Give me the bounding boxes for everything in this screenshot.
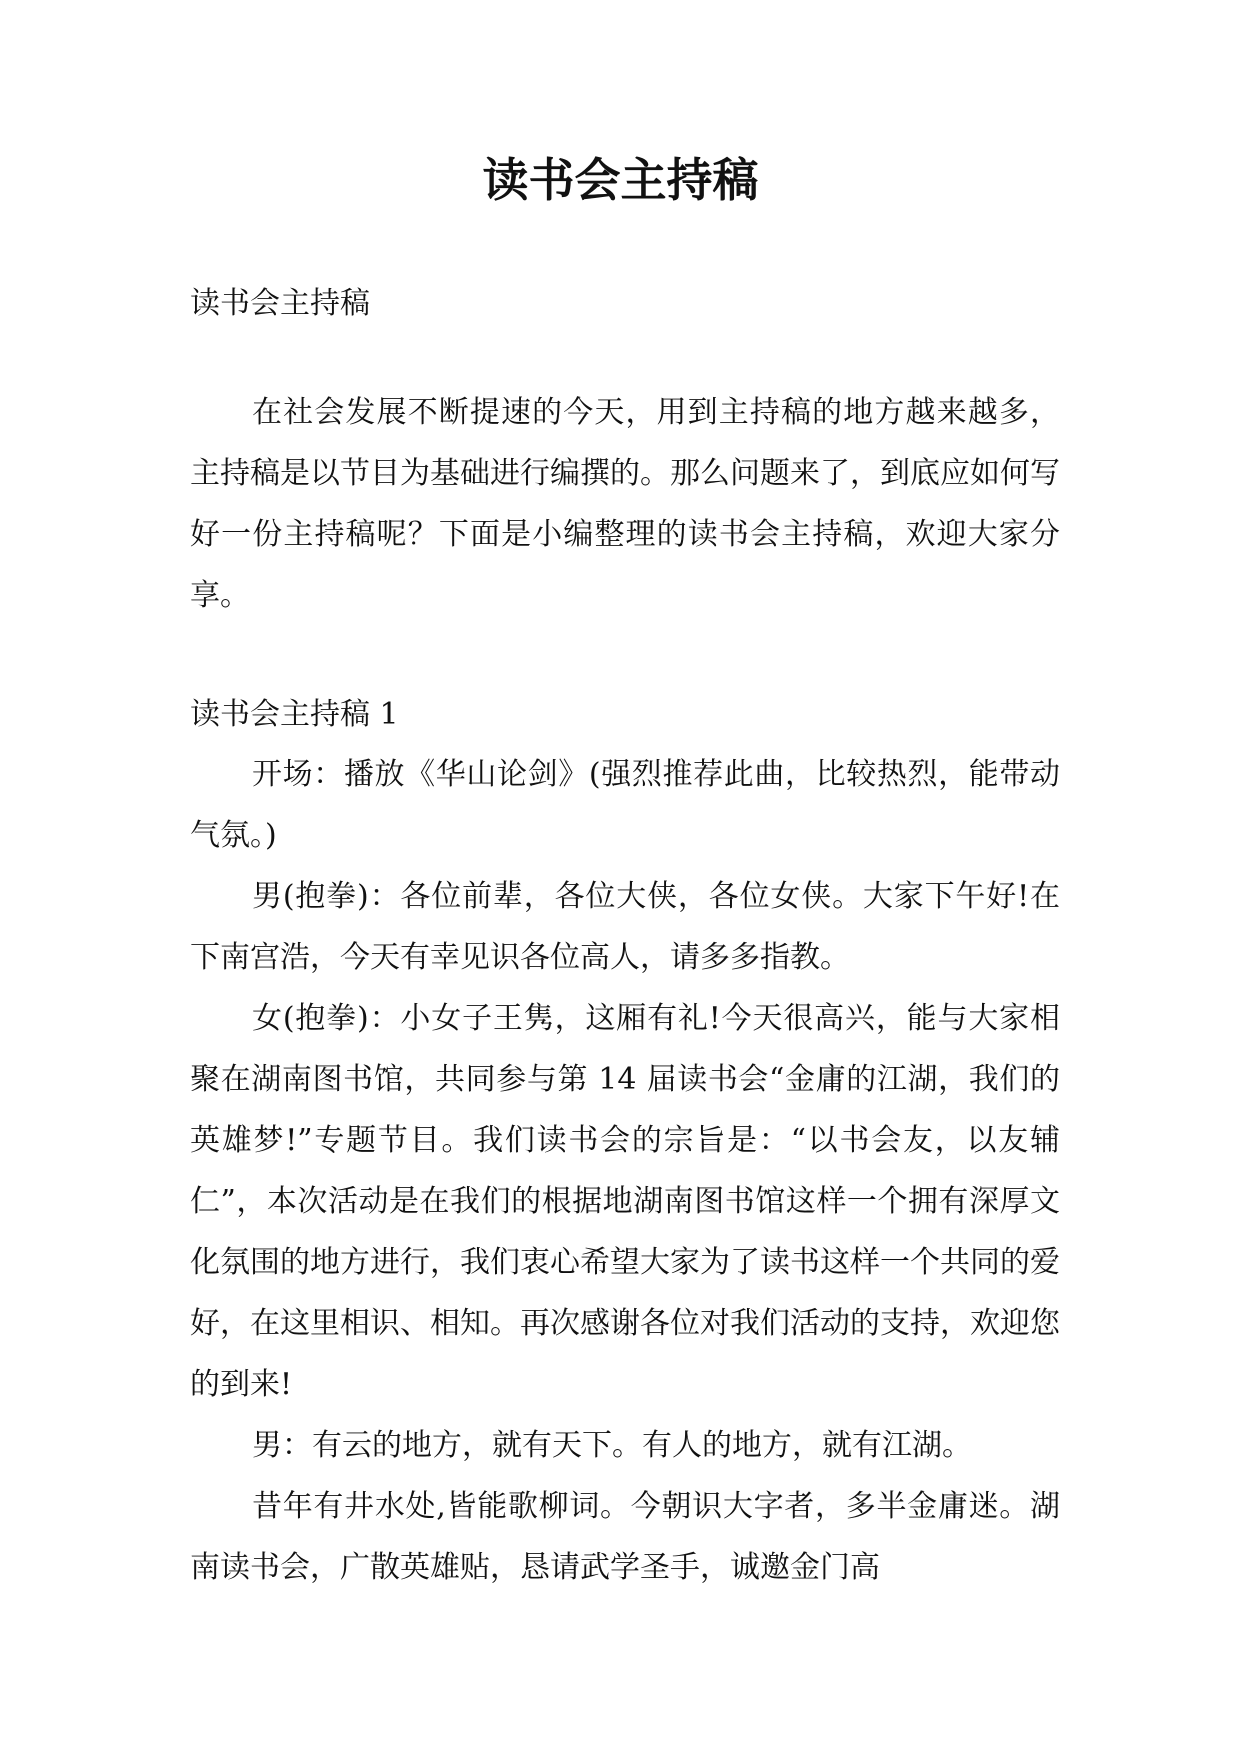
body-paragraph-male-greeting: 男(抱拳)：各位前辈，各位大侠，各位女侠。大家下午好!在下南宫浩，今天有幸见识各位高人，请多多指教。 xyxy=(190,879,1060,975)
document-title: 读书会主持稿 xyxy=(482,153,759,207)
section-heading: 读书会主持稿 1 xyxy=(190,697,399,732)
intro-paragraph: 在社会发展不断提速的今天，用到主持稿的地方越来越多，主持稿是以节目为基础进行编撰的。那么问题来了，到底应如何写好一份主持稿呢？下面是小编整理的读书会主持稿，欢迎大家分享。 xyxy=(190,395,1060,613)
body-paragraph-male-jianghu: 男：有云的地方，就有天下。有人的地方，就有江湖。 xyxy=(252,1428,972,1463)
body-paragraph-opening: 开场：播放《华山论剑》(强烈推荐此曲，比较热烈，能带动气氛。) xyxy=(190,757,1060,853)
body-paragraph-invitation: 昔年有井水处,皆能歌柳词。今朝识大字者，多半金庸迷。湖南读书会，广散英雄贴，恳请武学圣手，诚邀金门高 xyxy=(190,1489,1060,1585)
body-paragraph-female-greeting: 女(抱拳)：小女子王隽，这厢有礼!今天很高兴，能与大家相聚在湖南图书馆，共同参与第 14 届读书会“金庸的江湖，我们的英雄梦!”专题节目。我们读书会的宗旨是：“以书会友，以友辅仁”，本次活动是在我们的根据地湖南图书馆这样一个拥有深厚文化氛围的地方进行，我们衷心希望大家为了读书这样一个共同的爱好，在这里相识、相知。再次感谢各位对我们活动的支持，欢迎您的到来! xyxy=(190,1001,1060,1402)
document-subtitle: 读书会主持稿 xyxy=(190,286,370,321)
document-body xyxy=(190,286,1060,1598)
